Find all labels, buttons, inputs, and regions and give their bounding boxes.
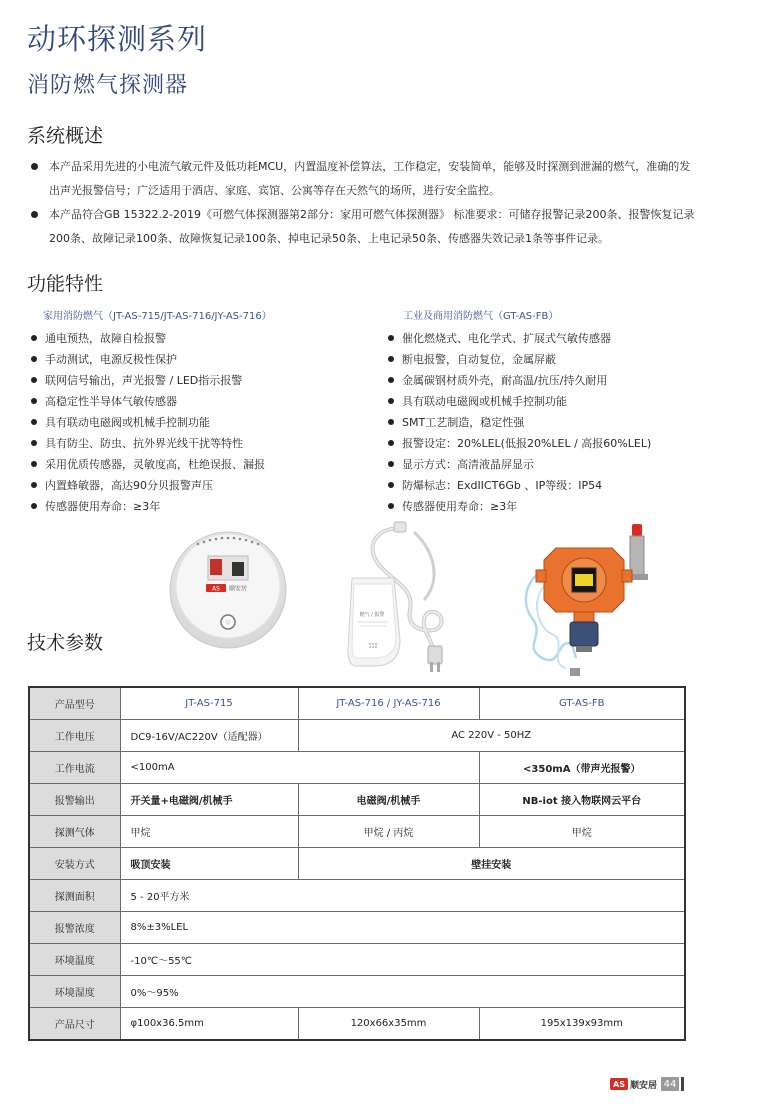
table-cell: 吸顶安装: [120, 848, 298, 880]
feature-item: 断电报警，自动复位，金属屏蔽: [388, 349, 718, 370]
wall-detector-label: 燃气 / 报警: [359, 612, 385, 618]
table-cell: 8%±3%LEL: [120, 912, 685, 944]
table-cell: -10℃～55℃: [120, 944, 685, 976]
home-gas-subtitle: 家用消防燃气（JT-AS-715/JT-AS-716/JY-AS-716）: [43, 311, 272, 322]
overview-item: [31, 155, 721, 203]
table-cell: AC 220V - 50HZ: [298, 720, 685, 752]
home-feature-list: [31, 328, 361, 517]
overview-line: 本产品采用先进的小电流气敏元件及低功耗MCU，内置温度补偿算法，工作稳定，安装简单，能够及时探测到泄漏的燃气，准确的发: [49, 160, 691, 173]
feature-item: 传感器使用寿命：≥3年: [388, 496, 718, 517]
feature-item: 防爆标志：ExdIICT6Gb 、IP等级：IP54: [388, 475, 718, 496]
table-row: [29, 720, 685, 752]
ceiling-brand: AS: [212, 585, 220, 593]
column-header: JT-AS-715: [120, 687, 298, 720]
row-label: 产品型号: [29, 687, 120, 720]
feature-item: 报警设定：20%LEL(低报20%LEL / 高报60%LEL): [388, 433, 718, 454]
table-cell: 甲烷: [479, 816, 685, 848]
table-cell: NB-iot 接入物联网云平台: [479, 784, 685, 816]
specs-heading: 技术参数: [27, 632, 104, 654]
row-label: 环境温度: [29, 944, 120, 976]
page-footer: [610, 1076, 684, 1092]
row-label: 工作电压: [29, 720, 120, 752]
product-title: 消防燃气探测器: [27, 73, 189, 98]
industrial-gas-subtitle: 工业及商用消防燃气（GT-AS-FB）: [403, 311, 559, 322]
features-heading: 功能特性: [27, 273, 104, 295]
industrial-detector-image: [512, 518, 662, 678]
table-row: [29, 912, 685, 944]
ceiling-detector-image: [168, 526, 288, 650]
table-row: [29, 784, 685, 816]
wall-detector-image: [344, 520, 458, 674]
bullet-icon: [31, 211, 38, 218]
page-number: 44: [661, 1077, 679, 1091]
spec-table: [28, 686, 686, 1041]
table-row: [29, 816, 685, 848]
table-cell: 壁挂安装: [298, 848, 685, 880]
table-cell: <100mA: [120, 752, 479, 784]
overview-line: 200条、故障记录100条、故障恢复记录100条、掉电记录50条、上电记录50条、传感器失效记录1条等事件记录。: [49, 232, 609, 245]
table-cell: 甲烷 / 丙烷: [298, 816, 479, 848]
column-header: GT-AS-FB: [479, 687, 685, 720]
table-row: [29, 944, 685, 976]
row-label: 工作电流: [29, 752, 120, 784]
row-label: 安装方式: [29, 848, 120, 880]
feature-item: 通电预热，故障自检报警: [31, 328, 361, 349]
table-cell: DC9-16V/AC220V（适配器）: [120, 720, 298, 752]
feature-item: 采用优质传感器，灵敏度高，杜绝误报、漏报: [31, 454, 361, 475]
feature-item: 联网信号输出，声光报警 / LED指示报警: [31, 370, 361, 391]
table-row: [29, 687, 685, 720]
feature-item: 具有防尘、防虫、抗外界光线干扰等特性: [31, 433, 361, 454]
table-cell: 甲烷: [120, 816, 298, 848]
table-cell: 0%～95%: [120, 976, 685, 1008]
overview-line: 本产品符合GB 15322.2-2019《可燃气体探测器第2部分：家用可燃气体探测器》 标准要求：可储存报警记录200条、报警恢复记录: [49, 208, 695, 221]
table-row: [29, 848, 685, 880]
table-cell: 5 - 20平方米: [120, 880, 685, 912]
table-cell: 120x66x35mm: [298, 1008, 479, 1041]
page-marker: [681, 1077, 684, 1091]
row-label: 报警输出: [29, 784, 120, 816]
feature-item: 具有联动电磁阀或机械手控制功能: [31, 412, 361, 433]
table-row: [29, 1008, 685, 1041]
row-label: 探测气体: [29, 816, 120, 848]
industrial-feature-list: [388, 328, 718, 517]
table-row: [29, 976, 685, 1008]
ceiling-brand-name: 顺安居: [229, 585, 248, 593]
brand-name: 顺安居: [630, 1080, 658, 1091]
table-cell: φ100x36.5mm: [120, 1008, 298, 1041]
brand-logo: AS: [610, 1078, 628, 1090]
bullet-icon: [31, 163, 38, 170]
feature-item: 显示方式：高清液晶屏显示: [388, 454, 718, 475]
table-cell: 电磁阀/机械手: [298, 784, 479, 816]
feature-item: 金属碳钢材质外壳，耐高温/抗压/持久耐用: [388, 370, 718, 391]
row-label: 环境湿度: [29, 976, 120, 1008]
row-label: 产品尺寸: [29, 1008, 120, 1041]
table-row: [29, 880, 685, 912]
table-cell: 开关量+电磁阀/机械手: [120, 784, 298, 816]
feature-item: 催化燃烧式、电化学式、扩展式气敏传感器: [388, 328, 718, 349]
feature-item: SMT工艺制造，稳定性强: [388, 412, 718, 433]
feature-item: 内置蜂敏器，高达90分贝报警声压: [31, 475, 361, 496]
feature-item: 手动测试，电源反极性保护: [31, 349, 361, 370]
overview-heading: 系统概述: [27, 125, 104, 147]
feature-item: 具有联动电磁阀或机械手控制功能: [388, 391, 718, 412]
table-row: [29, 752, 685, 784]
row-label: 探测面积: [29, 880, 120, 912]
feature-item: 高稳定性半导体气敏传感器: [31, 391, 361, 412]
table-cell: 195x139x93mm: [479, 1008, 685, 1041]
column-header: JT-AS-716 / JY-AS-716: [298, 687, 479, 720]
overview-line: 出声光报警信号；广泛适用于酒店、家庭、宾馆、公寓等存在天然气的场所，进行安全监控。: [49, 184, 500, 197]
table-cell: <350mA（带声光报警）: [479, 752, 685, 784]
feature-item: 传感器使用寿命：≥3年: [31, 496, 361, 517]
series-title: 动环探测系列: [27, 22, 208, 56]
row-label: 报警浓度: [29, 912, 120, 944]
overview-item: [31, 203, 721, 251]
